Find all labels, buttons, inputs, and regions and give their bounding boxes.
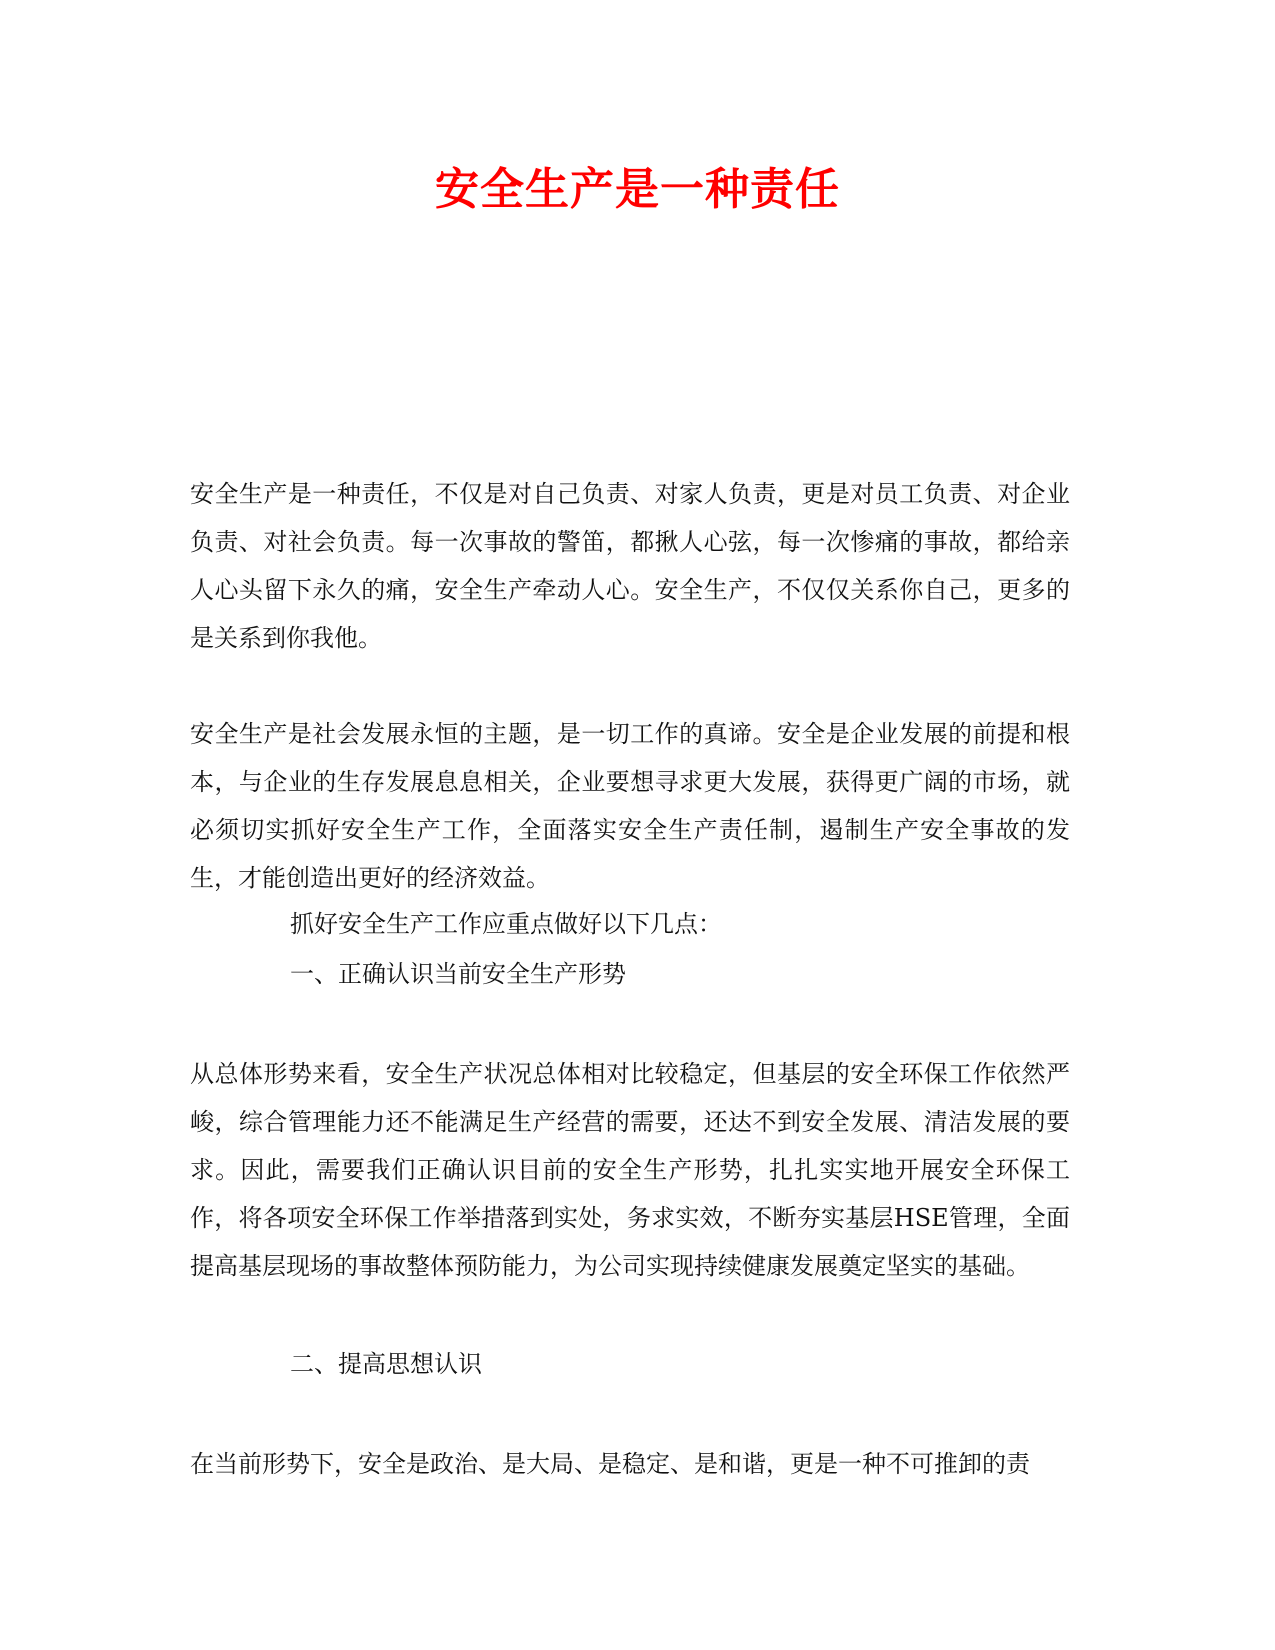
paragraph-responsibility: 安全生产是一种责任，不仅是对自己负责、对家人负责，更是对员工负责、对企业负责、对社会负责。每一次事故的警笛，都揪人心弦，每一次惨痛的事故，都给亲人心头留下永久的痛，安全生产牵动人心。安全生产，不仅仅关系你自己，更多的是关系到你我他。: [190, 480, 1070, 652]
document-title: 安全生产是一种责任: [435, 164, 840, 215]
section-heading-1: 一、正确认识当前安全生产形势: [290, 960, 626, 988]
paragraph-social-development: 安全生产是社会发展永恒的主题，是一切工作的真谛。安全是企业发展的前提和根本，与企业的生存发展息息相关，企业要想寻求更大发展，获得更广阔的市场，就必须切实抓好安全生产工作，全面落实安全生产责任制，遏制生产安全事故的发生，才能创造出更好的经济效益。: [190, 720, 1070, 892]
paragraph-overall-situation: 从总体形势来看，安全生产状况总体相对比较稳定，但基层的安全环保工作依然严峻，综合管理能力还不能满足生产经营的需要，还达不到安全发展、清洁发展的要求。因此，需要我们正确认识目前的安全生产形势，扎扎实实地开展安全环保工作，将各项安全环保工作举措落到实处，务求实效，不断夯实基层HSE管理，全面提高基层现场的事故整体预防能力，为公司实现持续健康发展奠定坚实的基础。: [190, 1060, 1070, 1280]
intro-line: 抓好安全生产工作应重点做好以下几点：: [290, 910, 722, 938]
paragraph-current-situation: 在当前形势下，安全是政治、是大局、是稳定、是和谐，更是一种不可推卸的责: [190, 1450, 1030, 1478]
section-heading-2: 二、提高思想认识: [290, 1350, 482, 1378]
